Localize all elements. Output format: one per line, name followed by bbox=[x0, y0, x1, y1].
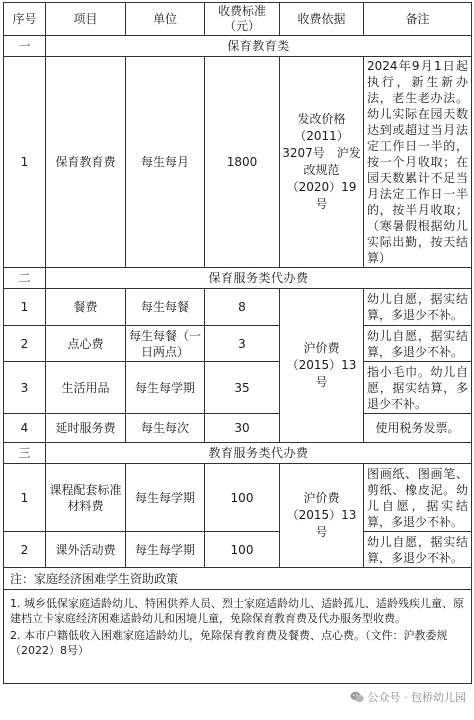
row-fee: 1800 bbox=[205, 57, 280, 268]
footnote-item: 1. 城乡低保家庭适龄幼儿、特困供养人员、烈士家庭适龄幼儿、适龄孤儿、适龄残疾儿童、原建档立卡家庭经济困难适龄幼儿和困境儿童，免除保育教育费及代办服务型收费。 bbox=[10, 597, 464, 625]
table-row bbox=[4, 532, 472, 568]
table-row bbox=[4, 289, 472, 326]
row-item: 餐费 bbox=[46, 289, 126, 326]
row-unit: 每生每月 bbox=[126, 57, 205, 268]
row-note: 使用税务发票。 bbox=[364, 414, 472, 443]
section-num: 三 bbox=[4, 443, 46, 464]
header-row bbox=[4, 3, 472, 36]
row-item: 课外活动费 bbox=[46, 532, 126, 568]
row-basis: 沪价费（2015）13号 bbox=[280, 289, 364, 443]
watermark bbox=[350, 689, 467, 705]
row-num: 1 bbox=[4, 289, 46, 326]
row-fee: 100 bbox=[205, 464, 280, 532]
footnote-row bbox=[4, 590, 472, 684]
row-fee: 3 bbox=[205, 326, 280, 362]
row-item: 生活用品 bbox=[46, 362, 126, 414]
row-unit: 每生每学期 bbox=[126, 362, 205, 414]
row-note: 图画纸、图画笔、剪纸、橡皮泥。幼儿自愿，据实结算，多退少不补。 bbox=[364, 464, 472, 532]
table-row bbox=[4, 57, 472, 268]
footnote-item: 2. 本市户籍低收入困难家庭适龄幼儿，免除保育教育费及餐费、点心费。（文件：沪教委规（2022）8号） bbox=[10, 629, 448, 657]
row-fee: 100 bbox=[205, 532, 280, 568]
row-unit: 每生每学期 bbox=[126, 464, 205, 532]
row-note: 2024年9月1日起执行，新生新办法，老生老办法。幼儿实际在园天数达到或超过当月法定工作日一半的，按一个月收取；在园天数累计不足当月法定工作日一半的，按半月收取；（寒暑假根据幼儿实际出勤，按天结算） bbox=[364, 57, 472, 268]
section-num: 一 bbox=[4, 36, 46, 57]
fee-table bbox=[3, 2, 472, 684]
section-row-1 bbox=[4, 36, 472, 57]
fee-document bbox=[3, 2, 471, 684]
row-basis: 沪价费（2015）13号 bbox=[280, 464, 364, 568]
row-note: 幼儿自愿，据实结算，多退少不补。 bbox=[364, 289, 472, 326]
row-unit: 每生每餐（一日两点） bbox=[126, 326, 205, 362]
header-item: 项目 bbox=[46, 3, 126, 36]
header-basis: 收费依据 bbox=[280, 3, 364, 36]
row-unit: 每生每学期 bbox=[126, 532, 205, 568]
section-title: 保育教育类 bbox=[46, 36, 472, 57]
row-num: 2 bbox=[4, 326, 46, 362]
row-num: 1 bbox=[4, 57, 46, 268]
header-seq: 序号 bbox=[4, 3, 46, 36]
row-item: 延时服务费 bbox=[46, 414, 126, 443]
row-note: 幼儿自愿，据实结算，多退少不补。 bbox=[364, 532, 472, 568]
row-fee: 35 bbox=[205, 362, 280, 414]
footnote-title: 注：家庭经济困难学生资助政策 bbox=[4, 568, 472, 590]
section-row-2 bbox=[4, 268, 472, 289]
footnote-body bbox=[4, 590, 472, 684]
row-note: 指小毛巾。幼儿自愿，据实结算，多退少不补。 bbox=[364, 362, 472, 414]
table-row bbox=[4, 414, 472, 443]
header-unit: 单位 bbox=[126, 3, 205, 36]
wechat-icon bbox=[350, 691, 364, 703]
row-unit: 每生每餐 bbox=[126, 289, 205, 326]
section-title: 教育服务类代办费 bbox=[46, 443, 472, 464]
row-num: 1 bbox=[4, 464, 46, 532]
row-fee: 30 bbox=[205, 414, 280, 443]
section-row-3 bbox=[4, 443, 472, 464]
watermark-text: 公众号 · 包桥幼儿园 bbox=[367, 691, 466, 704]
table-row bbox=[4, 464, 472, 532]
row-basis: 发改价格（2011）3207号 沪发改规范（2020）19号 bbox=[280, 57, 364, 268]
row-fee: 8 bbox=[205, 289, 280, 326]
section-title: 保育服务类代办费 bbox=[46, 268, 472, 289]
row-num: 3 bbox=[4, 362, 46, 414]
header-fee: 收费标准（元） bbox=[205, 3, 280, 36]
section-num: 二 bbox=[4, 268, 46, 289]
row-note: 幼儿自愿，据实结算，多退少不补。 bbox=[364, 326, 472, 362]
row-item: 点心费 bbox=[46, 326, 126, 362]
row-item: 课程配套标准材料费 bbox=[46, 464, 126, 532]
table-row bbox=[4, 326, 472, 362]
row-item: 保育教育费 bbox=[46, 57, 126, 268]
footnote-title-row bbox=[4, 568, 472, 590]
row-unit: 每生每次 bbox=[126, 414, 205, 443]
header-note: 备注 bbox=[364, 3, 472, 36]
row-num: 2 bbox=[4, 532, 46, 568]
table-row bbox=[4, 362, 472, 414]
row-num: 4 bbox=[4, 414, 46, 443]
